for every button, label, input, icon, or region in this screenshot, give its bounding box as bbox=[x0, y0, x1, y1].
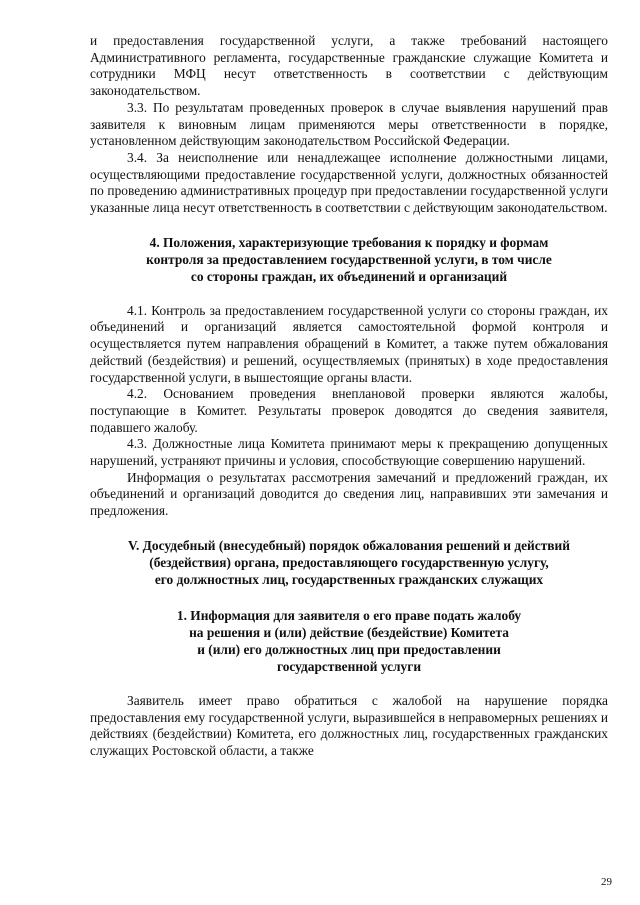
heading-line: V. Досудебный (внесудебный) порядок обжалования решений и действий bbox=[128, 537, 570, 553]
heading-line: (бездействия) органа, предоставляющего государственную услугу, bbox=[149, 554, 549, 570]
page-number: 29 bbox=[601, 876, 612, 888]
paragraph-appeal: Заявитель имеет право обратиться с жалобой на нарушение порядка предоставления ему государственной услуги, выразившейся в неправомерных решениях и действиях (бездействии) Комитета, его должностных лиц, государственных гражданских служащих Ростовской области, а также bbox=[90, 692, 608, 758]
paragraph-4-2: 4.2. Основанием проведения внеплановой проверки являются жалобы, поступающие в Комитет. Результаты проверок доводятся до сведения заявителя, подавшего жалобу. bbox=[90, 386, 608, 435]
paragraph-3-4: 3.4. За неисполнение или ненадлежащее исполнение должностными лицами, осуществляющими предоставление государственной услуги, должностных обязанностей по проведению административных процедур при предоставлении государственной услуги указанные лица несут ответственность в соответствии с действующим законодательством. bbox=[90, 149, 608, 216]
document-page bbox=[90, 33, 608, 760]
paragraph-continuation: и предоставления государственной услуги, а также требований настоящего Административного регламента, государственные гражданские служащие Комитета и сотрудники МФЦ несут ответственность в соответствии с действующим законодательством. bbox=[90, 33, 608, 99]
heading-line: государственной услуги bbox=[276, 658, 422, 674]
heading-line: со стороны граждан, их объединений и организаций bbox=[190, 268, 508, 284]
heading-line: его должностных лиц, государственных гражданских служащих bbox=[154, 571, 544, 587]
heading-section-v bbox=[90, 537, 608, 588]
heading-section-4 bbox=[90, 234, 608, 285]
heading-line: 4. Положения, характеризующие требования к порядку и формам bbox=[149, 234, 549, 250]
paragraph-4-3: 4.3. Должностные лица Комитета принимают меры к прекращению допущенных нарушений, устраняют причины и условия, способствующие совершению нарушений. bbox=[90, 436, 608, 469]
paragraph-info: Информация о результатах рассмотрения замечаний и предложений граждан, их объединений и организаций доводится до сведения лиц, направивших эти замечания и предложения. bbox=[90, 469, 608, 519]
paragraph-4-1: 4.1. Контроль за предоставлением государственной услуги со стороны граждан, их объединений и организаций является самостоятельной формой контроля и осуществляется путем направления обращений в Комитет, а также путем обжалования действий (бездействия) и решений, осуществляемых (принятых) в ходе предоставления государственной услуги, в вышестоящие органы власти. bbox=[90, 302, 608, 385]
heading-line: и (или) его должностных лиц при предоставлении bbox=[197, 641, 501, 657]
heading-subsection-1 bbox=[90, 607, 608, 675]
heading-line: на решения и (или) действие (бездействие) Комитета bbox=[189, 624, 509, 640]
heading-line: контроля за предоставлением государственной услуги, в том числе bbox=[146, 251, 552, 267]
paragraph-3-3: 3.3. По результатам проведенных проверок в случае выявления нарушений прав заявителя к виновным лицам применяются меры ответственности в порядке, установленном действующим законодательством Российской Федерации. bbox=[90, 99, 608, 149]
heading-line: 1. Информация для заявителя о его праве подать жалобу bbox=[176, 607, 522, 623]
